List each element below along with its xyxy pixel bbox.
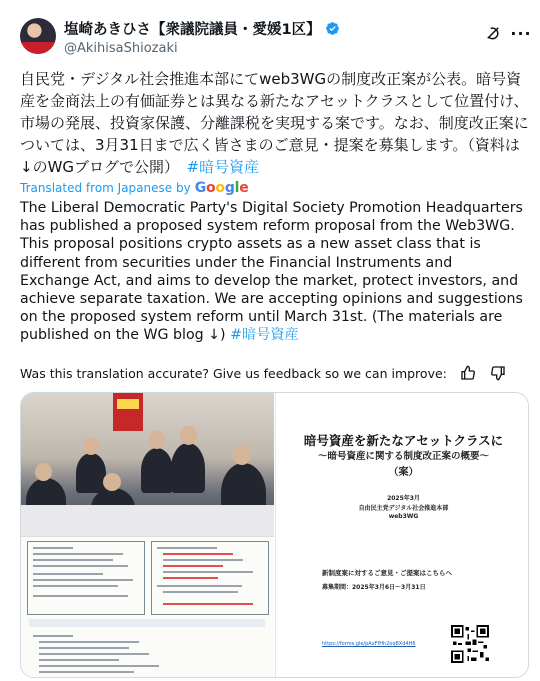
doc-line: [163, 559, 243, 561]
tweet-text: [20, 68, 530, 178]
doc-line: [33, 585, 118, 587]
author-name-row[interactable]: [64, 18, 340, 39]
doc-line: [33, 553, 123, 555]
doc-line: [39, 647, 129, 649]
doc-line: [33, 595, 128, 597]
translated-text: [20, 199, 525, 345]
doc-highlight: [163, 603, 253, 605]
person-head: [83, 437, 99, 455]
doc-line: [157, 585, 242, 587]
slide-org: 自由民主党デジタル社会推進本部: [358, 505, 449, 512]
document-thumbnail[interactable]: [21, 536, 274, 678]
doc-line: [39, 641, 139, 643]
person-head: [149, 431, 165, 449]
thumbs-up-icon[interactable]: [459, 364, 477, 382]
doc-line: [33, 547, 73, 549]
person-head: [35, 463, 52, 481]
doc-highlight: [163, 553, 233, 555]
doc-line: [33, 559, 113, 561]
grok-icon[interactable]: [482, 22, 504, 44]
doc-highlight: [163, 577, 218, 579]
verified-badge-icon: [325, 21, 340, 36]
slide-subtitle: ～暗号資産に関する制度改正案の概要～: [317, 451, 489, 462]
more-options-icon[interactable]: ···: [510, 23, 532, 43]
media-card[interactable]: [20, 392, 529, 678]
slide-form-link[interactable]: https://forms.gle/pAxFfHh2oq8Xd4H6: [322, 641, 416, 647]
poster-image: [113, 393, 143, 431]
translated-hashtag-link[interactable]: #暗号資産: [230, 327, 299, 344]
meeting-table: [21, 505, 274, 536]
doc-line: [33, 635, 73, 637]
author-block: [64, 18, 340, 56]
slide-title: 暗号資産を新たなアセットクラスに: [303, 433, 504, 448]
avatar[interactable]: [20, 18, 56, 54]
slide-image[interactable]: [275, 393, 529, 678]
doc-line: [163, 591, 238, 593]
slide-period: 募集期間：2025年3月6日～3月31日: [322, 584, 426, 591]
google-logo: Google: [194, 180, 249, 196]
person-head: [233, 445, 251, 465]
slide-date: 2025年3月: [387, 495, 420, 502]
person-figure: [76, 453, 106, 493]
doc-line: [157, 547, 217, 549]
thumbs-down-icon[interactable]: [489, 364, 507, 382]
slide-invite: 新制度案に対するご意見・ご提案はこちらへ: [322, 569, 452, 577]
person-figure: [171, 443, 205, 493]
qr-code-icon: [451, 625, 489, 663]
doc-line: [33, 565, 128, 567]
doc-line: [39, 659, 119, 661]
translation-feedback: [20, 364, 530, 382]
translated-label: Translated from Japanese by: [20, 181, 191, 195]
slide-draft-label: （案）: [388, 467, 419, 478]
doc-line: [33, 579, 133, 581]
author-handle[interactable]: @AkihisaShiozaki: [64, 41, 178, 56]
translated-body: The Liberal Democratic Party's Digital Society Promotion Headquarters has published a proposed system reform proposal from the Web3WG. This proposal positions crypto assets as a new asset class that is different from securities under the Financial Instruments and Exchange Act, and aims to develop the market, protect investors, and achieve separate taxation. We are accepting opinions and suggestions on the proposed system reform until March 31st. (The materials are published on the WG blog ↓): [20, 200, 523, 344]
doc-line: [39, 671, 134, 673]
doc-line: [39, 665, 159, 667]
person-head: [103, 473, 121, 491]
meeting-photo[interactable]: [21, 393, 274, 536]
slide-wg: web3WG: [388, 513, 419, 520]
person-figure: [141, 448, 173, 493]
tweet-header: [20, 16, 530, 60]
person-head: [180, 426, 197, 445]
doc-strip: [29, 619, 265, 627]
doc-line: [33, 573, 103, 575]
tweet-body: 自民党・デジタル社会推進本部にてweb3WGの制度改正案が公表。暗号資産を金商法上の有価証券とは異なる新たなアセットクラスとして位置付け、市場の発展、投資家保護、分離課税を実現する案です。なお、制度改正案については、3月31日まで広く皆さまのご意見・提案を募集します。（資料は↓のWGブログで公開）: [20, 70, 529, 176]
doc-highlight: [163, 565, 223, 567]
feedback-question: Was this translation accurate? Give us feedback so we can improve:: [20, 365, 447, 381]
doc-line: [39, 653, 149, 655]
author-display-name[interactable]: 塩崎あきひさ【衆議院議員・愛媛1区】: [64, 22, 321, 38]
hashtag-link[interactable]: #暗号資産: [186, 158, 260, 176]
translation-attribution[interactable]: [20, 180, 249, 196]
doc-line: [163, 571, 253, 573]
